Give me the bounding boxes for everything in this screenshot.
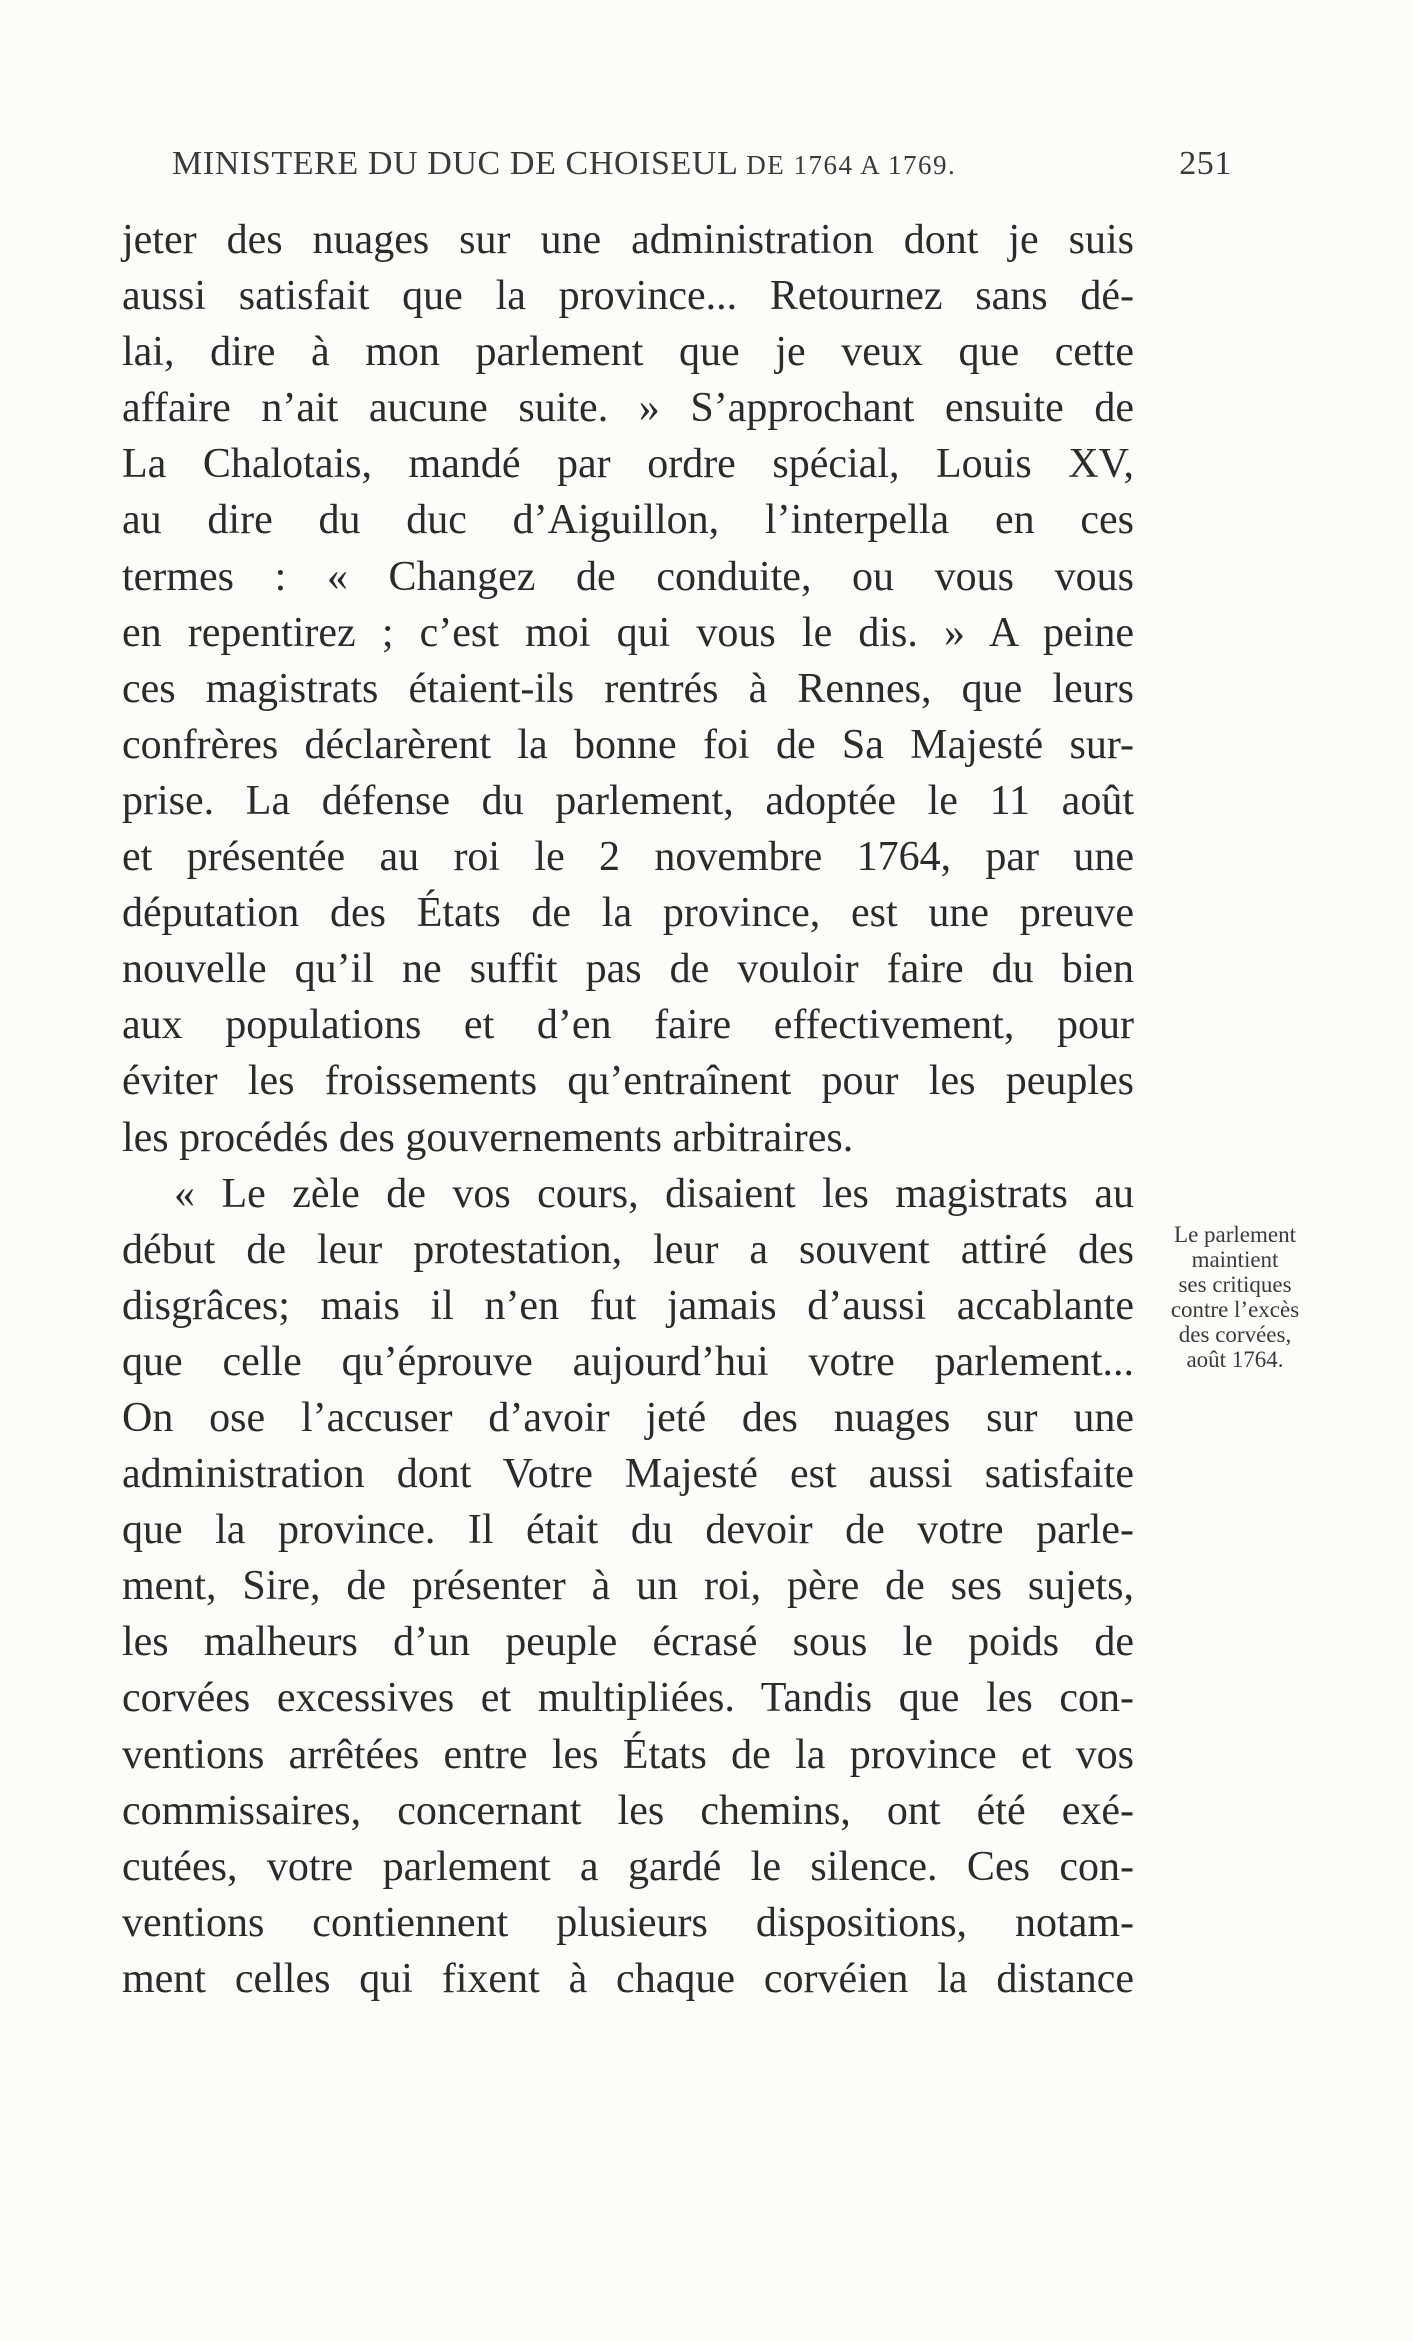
margin-note-line: Le parlement — [1174, 1222, 1296, 1247]
text-line: les procédés des gouvernements arbitraires. — [122, 1114, 854, 1161]
text-line: prise. La défense du parlement, adoptée le 11 août — [122, 777, 1134, 824]
text-line: « Le zèle de vos cours, disaient les magistrats au — [174, 1170, 1134, 1217]
text-line: aux populations et d’en faire effectivement, pour — [122, 1002, 1134, 1049]
text-line: ventions contiennent plusieurs dispositions, notam- — [122, 1899, 1134, 1946]
text-line: au dire du duc d’Aiguillon, l’interpella en ces — [122, 497, 1134, 544]
text-line: et présentée au roi le 2 novembre 1764, par une — [122, 834, 1134, 881]
text-line: aussi satisfait que la province... Retournez sans dé- — [122, 273, 1134, 320]
text-line: ventions arrêtées entre les États de la province et vos — [122, 1731, 1134, 1778]
text-line: commissaires, concernant les chemins, ont été exé- — [122, 1787, 1134, 1834]
text-line: ment, Sire, de présenter à un roi, père de ses sujets, — [122, 1563, 1134, 1610]
text-line: confrères déclarèrent la bonne foi de Sa Majesté sur- — [122, 721, 1134, 768]
text-line: ces magistrats étaient-ils rentrés à Rennes, que leurs — [122, 665, 1134, 712]
text-line: affaire n’ait aucune suite. » S’approchant ensuite de — [122, 385, 1134, 432]
margin-note — [1150, 1222, 1320, 1372]
body-text — [122, 212, 1134, 2007]
text-line: ment celles qui fixent à chaque corvéien la distance — [122, 1955, 1134, 2002]
text-line: corvées excessives et multipliées. Tandis que les con- — [122, 1675, 1134, 1722]
text-line: termes : « Changez de conduite, ou vous vous — [122, 553, 1134, 600]
text-line: début de leur protestation, leur a souvent attiré des — [122, 1226, 1134, 1273]
text-line: nouvelle qu’il ne suffit pas de vouloir faire du bien — [122, 946, 1134, 993]
text-line: lai, dire à mon parlement que je veux que cette — [122, 329, 1134, 376]
text-line: en repentirez ; c’est moi qui vous le dis. » A peine — [122, 609, 1134, 656]
margin-note-line: contre l’excès — [1170, 1297, 1300, 1322]
text-line: administration dont Votre Majesté est aussi satisfaite — [122, 1451, 1134, 1498]
text-line: que la province. Il était du devoir de votre parle- — [122, 1507, 1134, 1554]
running-head — [172, 145, 1232, 195]
margin-note-line: ses critiques — [1178, 1272, 1292, 1297]
text-line: disgrâces; mais il n’en fut jamais d’aussi accablante — [122, 1282, 1134, 1329]
text-line: que celle qu’éprouve aujourd’hui votre parlement... — [122, 1338, 1134, 1385]
page-number: 251 — [1179, 145, 1232, 182]
text-line: cutées, votre parlement a gardé le silence. Ces con- — [122, 1843, 1134, 1890]
text-line: les malheurs d’un peuple écrasé sous le poids de — [122, 1619, 1134, 1666]
running-head-dates: DE 1764 A 1769. — [746, 150, 957, 180]
running-head-main: MINISTERE DU DUC DE CHOISEUL — [172, 145, 738, 182]
text-line: La Chalotais, mandé par ordre spécial, Louis XV, — [122, 441, 1134, 488]
margin-note-line: maintient — [1191, 1247, 1279, 1272]
text-line: éviter les froissements qu’entraînent pour les peuples — [122, 1058, 1134, 1105]
margin-note-line: août 1764. — [1186, 1347, 1284, 1372]
text-line: jeter des nuages sur une administration dont je suis — [122, 217, 1134, 263]
text-line: députation des États de la province, est une preuve — [122, 890, 1134, 937]
running-head-title — [172, 145, 956, 183]
text-line: On ose l’accuser d’avoir jeté des nuages sur une — [122, 1394, 1134, 1441]
margin-note-line: des corvées, — [1178, 1322, 1292, 1347]
